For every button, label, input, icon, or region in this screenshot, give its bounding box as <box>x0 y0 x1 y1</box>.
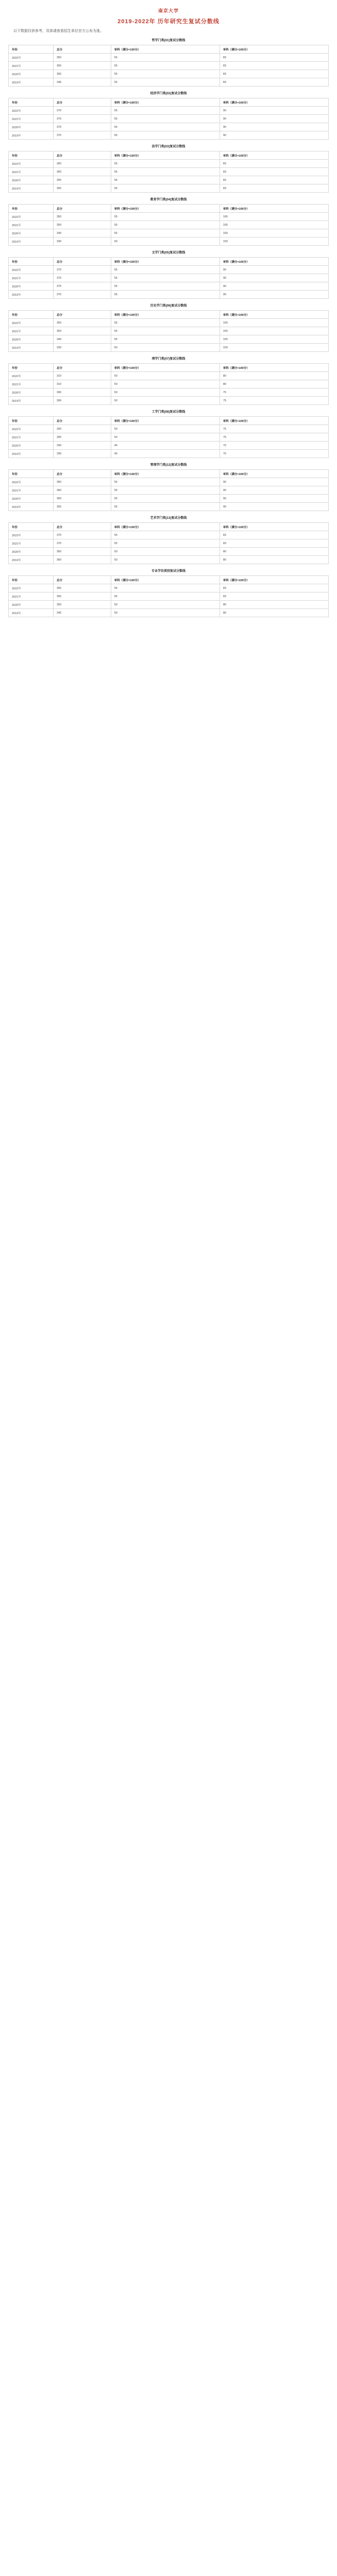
table-header-cell: 总分 <box>53 576 111 584</box>
table-cell: 2019年 <box>9 184 54 193</box>
table-header-cell: 总分 <box>53 205 111 213</box>
section-title: 哲学门类(01)复试分数线 <box>151 39 186 42</box>
table-cell: 310 <box>53 372 111 380</box>
table-cell: 55 <box>111 274 220 282</box>
sections-container <box>8 33 329 617</box>
table-cell: 2021年 <box>9 274 54 282</box>
table-cell: 370 <box>53 123 111 131</box>
table-cell: 360 <box>53 160 111 168</box>
table-cell: 75 <box>220 433 328 442</box>
table-cell: 370 <box>53 131 111 140</box>
table-header-cell: 单科（满分>100分） <box>220 98 328 107</box>
table-cell: 80 <box>220 548 328 556</box>
table-cell: 55 <box>111 176 220 184</box>
table-row <box>9 442 329 450</box>
intro-text: 以下数据仅供参考，具体请查看招生单位官方公布为准。 <box>13 29 104 33</box>
table-cell: 55 <box>111 478 220 486</box>
section-title: 历史学门类(06)复试分数线 <box>150 304 187 308</box>
table-cell: 80 <box>220 601 328 609</box>
table-row <box>9 62 329 70</box>
table-cell: 375 <box>53 282 111 291</box>
table-cell: 55 <box>111 531 220 539</box>
table-header-cell: 单科（满分>100分） <box>220 311 328 319</box>
table-row <box>9 78 329 87</box>
table-cell: 55 <box>111 486 220 495</box>
table-cell: 50 <box>111 425 220 433</box>
table-cell: 90 <box>220 486 328 495</box>
table-row <box>9 495 329 503</box>
table-cell: 2020年 <box>9 601 54 609</box>
table-header-cell: 总分 <box>53 98 111 107</box>
table-cell: 83 <box>220 78 328 87</box>
table-cell: 90 <box>220 282 328 291</box>
table-cell: 300 <box>53 397 111 405</box>
table-row <box>9 450 329 458</box>
table-cell: 360 <box>53 486 111 495</box>
table-row <box>9 282 329 291</box>
table-cell: 45 <box>111 442 220 450</box>
table-cell: 290 <box>53 442 111 450</box>
table-header-cell: 单科（满分=100分） <box>111 45 220 54</box>
table-cell: 165 <box>220 213 328 221</box>
table-cell: 2019年 <box>9 609 54 617</box>
table-header-cell: 年份 <box>9 311 54 319</box>
table-cell: 370 <box>53 266 111 274</box>
table-header-cell: 总分 <box>53 45 111 54</box>
table-cell: 2020年 <box>9 548 54 556</box>
table-cell: 2022年 <box>9 107 54 115</box>
table-row <box>9 609 329 617</box>
table-cell: 83 <box>220 531 328 539</box>
table-cell: 360 <box>53 168 111 176</box>
table-cell: 55 <box>111 495 220 503</box>
section-title: 教育学门类(04)复试分数线 <box>150 198 187 201</box>
table-cell: 2022年 <box>9 160 54 168</box>
table-row <box>9 319 329 327</box>
table-header-cell: 年份 <box>9 205 54 213</box>
section-title: 法学门类(03)复试分数线 <box>151 145 186 148</box>
table-cell: 55 <box>111 107 220 115</box>
table-cell: 370 <box>53 274 111 282</box>
table-cell: 350 <box>53 213 111 221</box>
table-row <box>9 266 329 274</box>
table-cell: 360 <box>53 478 111 486</box>
table-cell: 370 <box>53 115 111 123</box>
table-cell: 83 <box>220 592 328 601</box>
score-table <box>8 257 329 299</box>
table-cell: 350 <box>53 319 111 327</box>
table-header-cell: 总分 <box>53 470 111 478</box>
table-cell: 150 <box>220 344 328 352</box>
section-title: 工学门类(08)复试分数线 <box>151 411 186 414</box>
table-cell: 310 <box>53 380 111 388</box>
table-cell: 55 <box>111 584 220 592</box>
table-header-cell: 年份 <box>9 523 54 531</box>
table-row <box>9 238 329 246</box>
table-cell: 70 <box>220 442 328 450</box>
table-cell: 2020年 <box>9 388 54 397</box>
table-header-cell: 单科（满分>100分） <box>220 523 328 531</box>
table-cell: 2020年 <box>9 176 54 184</box>
table-cell: 55 <box>111 229 220 238</box>
table-header-cell: 年份 <box>9 417 54 425</box>
table-cell: 2020年 <box>9 229 54 238</box>
table-header-cell: 单科（满分=100分） <box>111 205 220 213</box>
table-cell: 70 <box>220 450 328 458</box>
table-header-cell: 年份 <box>9 45 54 54</box>
table-cell: 2022年 <box>9 584 54 592</box>
table-cell: 83 <box>220 184 328 193</box>
table-cell: 55 <box>111 213 220 221</box>
table-header-cell: 单科（满分=100分） <box>111 258 220 266</box>
table-cell: 2022年 <box>9 54 54 62</box>
table-cell: 2019年 <box>9 397 54 405</box>
score-table <box>8 310 329 352</box>
table-cell: 90 <box>220 495 328 503</box>
table-cell: 2021年 <box>9 433 54 442</box>
table-row <box>9 372 329 380</box>
table-cell: 160 <box>220 229 328 238</box>
table-cell: 355 <box>53 503 111 511</box>
table-cell: 2019年 <box>9 450 54 458</box>
table-row <box>9 548 329 556</box>
table-cell: 2022年 <box>9 319 54 327</box>
table-cell: 2022年 <box>9 266 54 274</box>
table-cell: 55 <box>111 503 220 511</box>
table-cell: 90 <box>220 107 328 115</box>
table-cell: 90 <box>220 131 328 140</box>
table-header-cell: 总分 <box>53 523 111 531</box>
table-cell: 2022年 <box>9 213 54 221</box>
table-row <box>9 115 329 123</box>
table-header-cell: 年份 <box>9 258 54 266</box>
table-cell: 2021年 <box>9 115 54 123</box>
table-row <box>9 70 329 78</box>
table-cell: 165 <box>220 335 328 344</box>
table-cell: 50 <box>111 433 220 442</box>
table-cell: 55 <box>111 184 220 193</box>
table-cell: 350 <box>53 54 111 62</box>
table-row <box>9 503 329 511</box>
table-cell: 375 <box>53 291 111 299</box>
table-row <box>9 131 329 140</box>
table-cell: 355 <box>53 70 111 78</box>
table-cell: 50 <box>111 397 220 405</box>
table-header-cell: 总分 <box>53 151 111 160</box>
table-row <box>9 176 329 184</box>
table-header-cell: 单科（满分=100分） <box>111 417 220 425</box>
table-cell: 290 <box>53 450 111 458</box>
table-row <box>9 221 329 229</box>
table-cell: 300 <box>53 433 111 442</box>
table-cell: 350 <box>53 221 111 229</box>
table-row <box>9 584 329 592</box>
table-cell: 2019年 <box>9 291 54 299</box>
table-header-cell: 单科（满分>100分） <box>220 470 328 478</box>
table-cell: 80 <box>220 372 328 380</box>
section-title: 专业学位类别复试分数线 <box>151 570 186 573</box>
table-row <box>9 184 329 193</box>
table-cell: 2020年 <box>9 123 54 131</box>
score-table <box>8 363 329 405</box>
table-cell: 83 <box>220 176 328 184</box>
table-cell: 2020年 <box>9 442 54 450</box>
table-cell: 2021年 <box>9 221 54 229</box>
table-cell: 55 <box>111 221 220 229</box>
table-cell: 2022年 <box>9 531 54 539</box>
table-cell: 2020年 <box>9 70 54 78</box>
table-cell: 300 <box>53 425 111 433</box>
table-cell: 83 <box>220 62 328 70</box>
table-cell: 2019年 <box>9 131 54 140</box>
table-cell: 50 <box>111 372 220 380</box>
table-cell: 2021年 <box>9 327 54 335</box>
table-cell: 75 <box>220 397 328 405</box>
table-row <box>9 380 329 388</box>
table-cell: 55 <box>111 327 220 335</box>
table-row <box>9 425 329 433</box>
table-row <box>9 335 329 344</box>
table-row <box>9 107 329 115</box>
table-header-cell: 年份 <box>9 364 54 372</box>
score-table <box>8 151 329 193</box>
table-cell: 165 <box>220 319 328 327</box>
table-cell: 90 <box>220 291 328 299</box>
table-row <box>9 433 329 442</box>
table-cell: 345 <box>53 609 111 617</box>
score-table <box>8 575 329 617</box>
score-table <box>8 98 329 140</box>
score-table <box>8 45 329 87</box>
table-row <box>9 168 329 176</box>
section-title: 艺术学门类(13)复试分数线 <box>150 517 187 520</box>
table-cell: 55 <box>111 291 220 299</box>
score-table <box>8 469 329 511</box>
table-cell: 90 <box>220 503 328 511</box>
table-cell: 2019年 <box>9 556 54 564</box>
table-header-cell: 单科（满分>100分） <box>220 417 328 425</box>
table-cell: 90 <box>220 266 328 274</box>
table-cell: 50 <box>111 238 220 246</box>
table-cell: 150 <box>220 238 328 246</box>
table-row <box>9 601 329 609</box>
section-title: 理学门类(07)复试分数线 <box>151 358 186 361</box>
table-cell: 50 <box>111 601 220 609</box>
table-cell: 360 <box>53 495 111 503</box>
table-cell: 2020年 <box>9 495 54 503</box>
table-cell: 365 <box>53 548 111 556</box>
table-cell: 350 <box>53 327 111 335</box>
table-row <box>9 213 329 221</box>
table-cell: 2019年 <box>9 344 54 352</box>
header <box>0 0 337 25</box>
table-row <box>9 291 329 299</box>
table-cell: 90 <box>220 274 328 282</box>
table-header-cell: 单科（满分=100分） <box>111 523 220 531</box>
table-cell: 50 <box>111 344 220 352</box>
table-header-cell: 年份 <box>9 98 54 107</box>
table-header-cell: 单科（满分>100分） <box>220 364 328 372</box>
table-cell: 370 <box>53 531 111 539</box>
table-cell: 55 <box>111 62 220 70</box>
table-cell: 55 <box>111 54 220 62</box>
table-cell: 2019年 <box>9 238 54 246</box>
table-cell: 2019年 <box>9 78 54 87</box>
table-cell: 165 <box>220 327 328 335</box>
section-title: 经济学门类(02)复试分数线 <box>150 92 187 95</box>
table-cell: 80 <box>220 609 328 617</box>
score-table <box>8 204 329 246</box>
table-row <box>9 478 329 486</box>
table-cell: 2021年 <box>9 486 54 495</box>
section-title: 文学门类(05)复试分数线 <box>151 251 186 255</box>
table-cell: 355 <box>53 184 111 193</box>
table-cell: 350 <box>53 601 111 609</box>
table-cell: 370 <box>53 539 111 548</box>
table-cell: 55 <box>111 78 220 87</box>
table-cell: 55 <box>111 335 220 344</box>
table-cell: 55 <box>111 282 220 291</box>
table-cell: 45 <box>111 450 220 458</box>
table-row <box>9 397 329 405</box>
school-name: 南京大学 <box>158 8 179 13</box>
table-cell: 55 <box>111 319 220 327</box>
table-cell: 83 <box>220 54 328 62</box>
table-cell: 83 <box>220 584 328 592</box>
table-row <box>9 539 329 548</box>
score-table <box>8 522 329 564</box>
table-cell: 75 <box>220 388 328 397</box>
table-cell: 2021年 <box>9 539 54 548</box>
table-header-cell: 年份 <box>9 151 54 160</box>
table-cell: 83 <box>220 168 328 176</box>
table-cell: 83 <box>220 70 328 78</box>
table-header-cell: 单科（满分=100分） <box>111 311 220 319</box>
table-row <box>9 556 329 564</box>
table-header-cell: 单科（满分=100分） <box>111 470 220 478</box>
table-row <box>9 592 329 601</box>
table-cell: 55 <box>111 168 220 176</box>
table-cell: 50 <box>111 388 220 397</box>
table-row <box>9 274 329 282</box>
table-header-cell: 单科（满分>100分） <box>220 151 328 160</box>
table-cell: 55 <box>111 123 220 131</box>
table-header-cell: 年份 <box>9 470 54 478</box>
table-cell: 360 <box>53 556 111 564</box>
table-row <box>9 229 329 238</box>
table-row <box>9 344 329 352</box>
table-header-cell: 年份 <box>9 576 54 584</box>
table-row <box>9 54 329 62</box>
table-row <box>9 531 329 539</box>
table-cell: 2021年 <box>9 62 54 70</box>
table-cell: 55 <box>111 160 220 168</box>
table-cell: 330 <box>53 344 111 352</box>
table-row <box>9 486 329 495</box>
table-cell: 2021年 <box>9 168 54 176</box>
table-cell: 55 <box>111 131 220 140</box>
table-row <box>9 388 329 397</box>
table-row <box>9 160 329 168</box>
table-cell: 90 <box>220 115 328 123</box>
table-cell: 2022年 <box>9 425 54 433</box>
page-title: 2019-2022年 历年研究生复试分数线 <box>117 19 220 25</box>
table-cell: 50 <box>111 609 220 617</box>
table-cell: 80 <box>220 380 328 388</box>
table-cell: 165 <box>220 221 328 229</box>
table-cell: 330 <box>53 238 111 246</box>
section-title: 管理学门类(12)复试分数线 <box>150 464 187 467</box>
table-cell: 2019年 <box>9 503 54 511</box>
table-cell: 55 <box>111 539 220 548</box>
table-cell: 2022年 <box>9 372 54 380</box>
table-cell: 340 <box>53 335 111 344</box>
table-header-cell: 单科（满分>100分） <box>220 576 328 584</box>
score-table <box>8 416 329 458</box>
table-cell: 370 <box>53 107 111 115</box>
table-cell: 300 <box>53 388 111 397</box>
table-cell: 2021年 <box>9 380 54 388</box>
table-cell: 50 <box>111 556 220 564</box>
table-header-cell: 单科（满分>100分） <box>220 45 328 54</box>
table-cell: 355 <box>53 584 111 592</box>
table-cell: 55 <box>111 115 220 123</box>
table-cell: 2022年 <box>9 478 54 486</box>
table-cell: 55 <box>111 70 220 78</box>
table-cell: 2020年 <box>9 282 54 291</box>
table-cell: 80 <box>220 556 328 564</box>
table-header-cell: 总分 <box>53 364 111 372</box>
table-cell: 75 <box>220 425 328 433</box>
table-cell: 346 <box>53 78 111 87</box>
table-header-cell: 单科（满分=100分） <box>111 364 220 372</box>
table-header-cell: 总分 <box>53 417 111 425</box>
table-cell: 83 <box>220 160 328 168</box>
table-cell: 83 <box>220 539 328 548</box>
table-row <box>9 123 329 131</box>
table-header-cell: 单科（满分=100分） <box>111 151 220 160</box>
table-cell: 50 <box>111 380 220 388</box>
table-header-cell: 单科（满分>100分） <box>220 205 328 213</box>
table-header-cell: 单科（满分=100分） <box>111 576 220 584</box>
table-header-cell: 单科（满分>100分） <box>220 258 328 266</box>
table-header-cell: 单科（满分=100分） <box>111 98 220 107</box>
table-cell: 340 <box>53 229 111 238</box>
table-cell: 90 <box>220 123 328 131</box>
table-row <box>9 327 329 335</box>
table-cell: 50 <box>111 548 220 556</box>
table-cell: 2020年 <box>9 335 54 344</box>
table-header-cell: 总分 <box>53 311 111 319</box>
table-cell: 355 <box>53 176 111 184</box>
table-cell: 55 <box>111 592 220 601</box>
table-cell: 90 <box>220 478 328 486</box>
table-header-cell: 总分 <box>53 258 111 266</box>
table-cell: 355 <box>53 592 111 601</box>
table-cell: 355 <box>53 62 111 70</box>
table-cell: 2021年 <box>9 592 54 601</box>
table-cell: 55 <box>111 266 220 274</box>
